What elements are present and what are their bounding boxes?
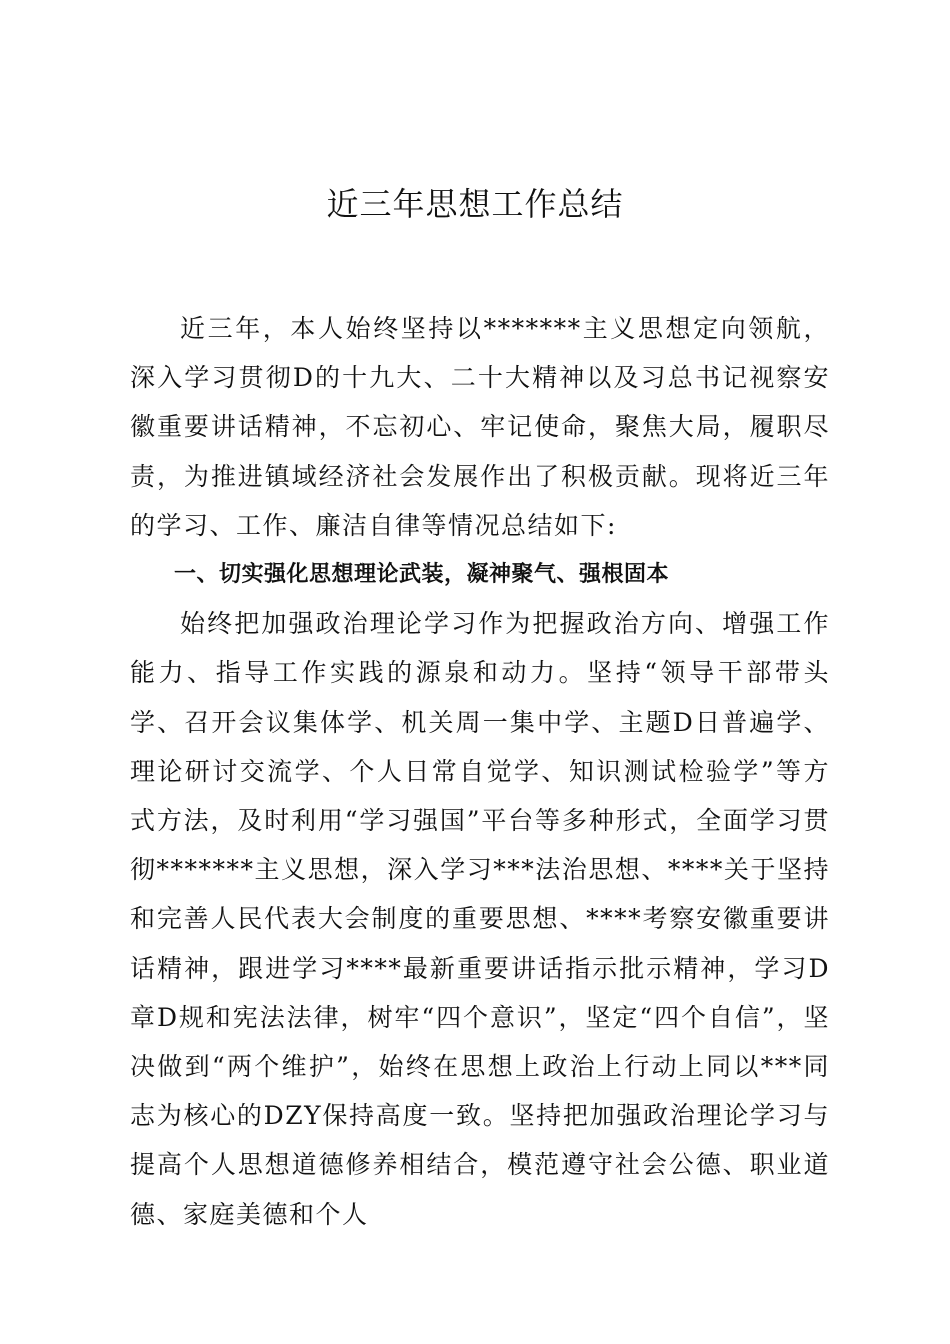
intro-paragraph: 近三年，本人始终坚持以*******主义思想定向领航，深入学习贯彻D的十九大、二十大精神以及习总书记视察安徽重要讲话精神，不忘初心、牢记使命，聚焦大局，履职尽责，为推进镇域经济社会发展作出了积极贡献。现将近三年的学习、工作、廉洁自律等情况总结如下: xyxy=(130,314,830,540)
section-paragraph-1: 始终把加强政治理论学习作为把握政治方向、增强工作能力、指导工作实践的源泉和动力。坚持“领导干部带头学、召开会议集体学、机关周一集中学、主题D日普遍学、理论研讨交流学、个人日常自觉学、知识测试检验学”等方式方法，及时利用“学习强国”平台等多种形式，全面学习贯彻*******主义思想，深入学习***法治思想、****关于坚持和完善人民代表大会制度的重要思想、****考察安徽重要讲话精神，跟进学习****最新重要讲话指示批示精神，学习D章D规和宪法法律，树牢“四个意识”，坚定“四个自信”，坚决做到“两个维护”，始终在思想上政治上行动上同以***同志为核心的DZY保持高度一致。坚持把加强政治理论学习与提高个人思想道德修养相结合，模范遵守社会公德、职业道德、家庭美德和个人 xyxy=(130,609,830,1229)
section-heading-1: 一、切实强化思想理论武装，凝神聚气、强根固本 xyxy=(174,562,670,588)
document-title: 近三年思想工作总结 xyxy=(326,185,624,223)
document-body xyxy=(130,304,830,1239)
